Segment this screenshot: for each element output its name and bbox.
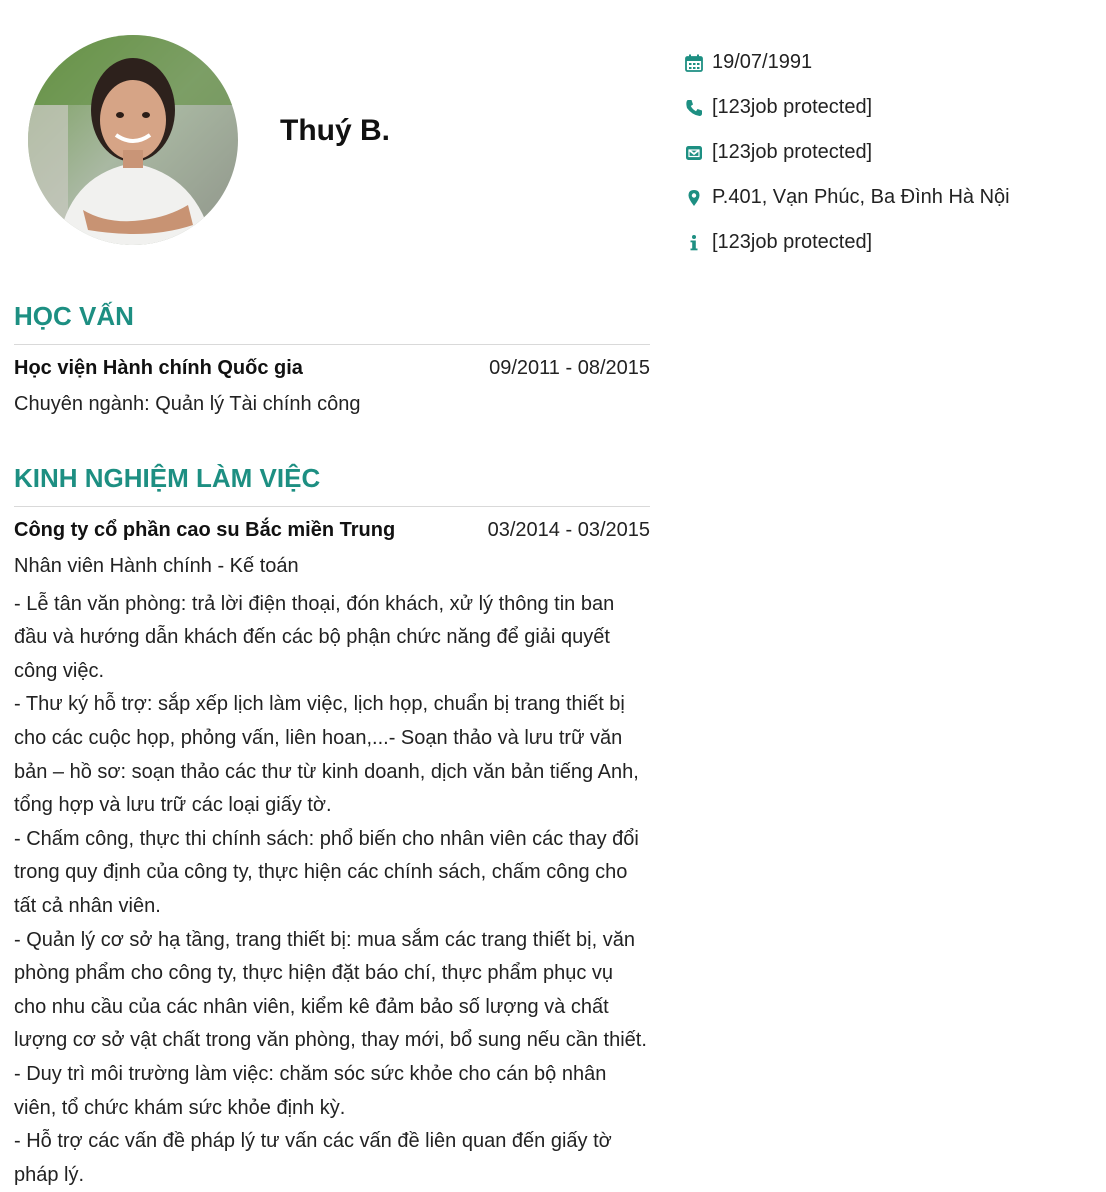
education-school: Học viện Hành chính Quốc gia [14,356,303,379]
profile-photo-icon [28,35,238,245]
contact-email [684,130,1084,175]
experience-title: KINH NGHIỆM LÀM VIỆC [14,462,650,507]
education-major: Chuyên ngành: Quản lý Tài chính công [14,392,361,415]
experience-entry-header [14,519,650,542]
education-entry-header [14,357,650,380]
phone-icon [684,98,704,118]
contact-birthday-value: 19/07/1991 [712,51,813,73]
contact-extra-value: [123job protected] [712,231,873,253]
experience-position: Nhân viên Hành chính - Kế toán [14,554,299,577]
profile-photo [28,35,238,245]
candidate-name: Thuý B. [280,114,390,147]
contact-extra [684,220,1084,265]
contact-email-value: [123job protected] [712,141,873,163]
resume-main [14,300,650,1192]
education-section [14,300,650,416]
contact-address [684,175,1084,220]
education-title: HỌC VẤN [14,300,650,345]
experience-description: - Lễ tân văn phòng: trả lời điện thoại, đón khách, xử lý thông tin ban đầu và hướng dẫn khách đến các bộ phận chức năng để giải quyết công việc. - Thư ký hỗ trợ: sắp xếp lịch làm việc, lịch họp, chuẩn bị trang thiết bị cho các cuộc họp, phỏng vấn, liên hoan,...- Soạn thảo và lưu trữ văn bản – hồ sơ: soạn thảo các thư từ kinh doanh, dịch văn bản tiếng Anh, tổng hợp và lưu trữ các loại giấy tờ. - Chấm công, thực thi chính sách: phổ biến cho nhân viên các thay đổi trong quy định của công ty, thực hiện các chính sách, chấm công cho tất cả nhân viên. - Quản lý cơ sở hạ tầng, trang thiết bị: mua sắm các trang thiết bị, văn phòng phẩm cho công ty, thực hiện đặt báo chí, thực phẩm phục vụ cho nhu cầu của các nhân viên, kiểm kê đảm bảo số lượng và chất lượng cơ sở vật chất trong văn phòng, thay mới, bổ sung nếu cần thiết. - Duy trì môi trường làm việc: chăm sóc sức khỏe cho cán bộ nhân viên, tổ chức khám sức khỏe định kỳ. - Hỗ trợ các vấn đề pháp lý tư vấn các vấn đề liên quan đến giấy tờ pháp lý. [14,592,647,1186]
contact-address-value: P.401, Vạn Phúc, Ba Đình Hà Nội [712,186,1010,208]
info-icon [684,233,704,253]
experience-period: 03/2014 - 03/2015 [487,518,650,541]
map-marker-icon [684,188,704,208]
experience-company: Công ty cổ phần cao su Bắc miền Trung [14,518,396,541]
contact-phone-value: [123job protected] [712,96,873,118]
experience-section [14,462,650,1192]
calendar-icon [684,53,704,73]
education-period: 09/2011 - 08/2015 [489,356,650,379]
contact-info [684,40,1084,265]
contact-birthday [684,40,1084,85]
envelope-icon [684,143,704,163]
contact-phone [684,85,1084,130]
